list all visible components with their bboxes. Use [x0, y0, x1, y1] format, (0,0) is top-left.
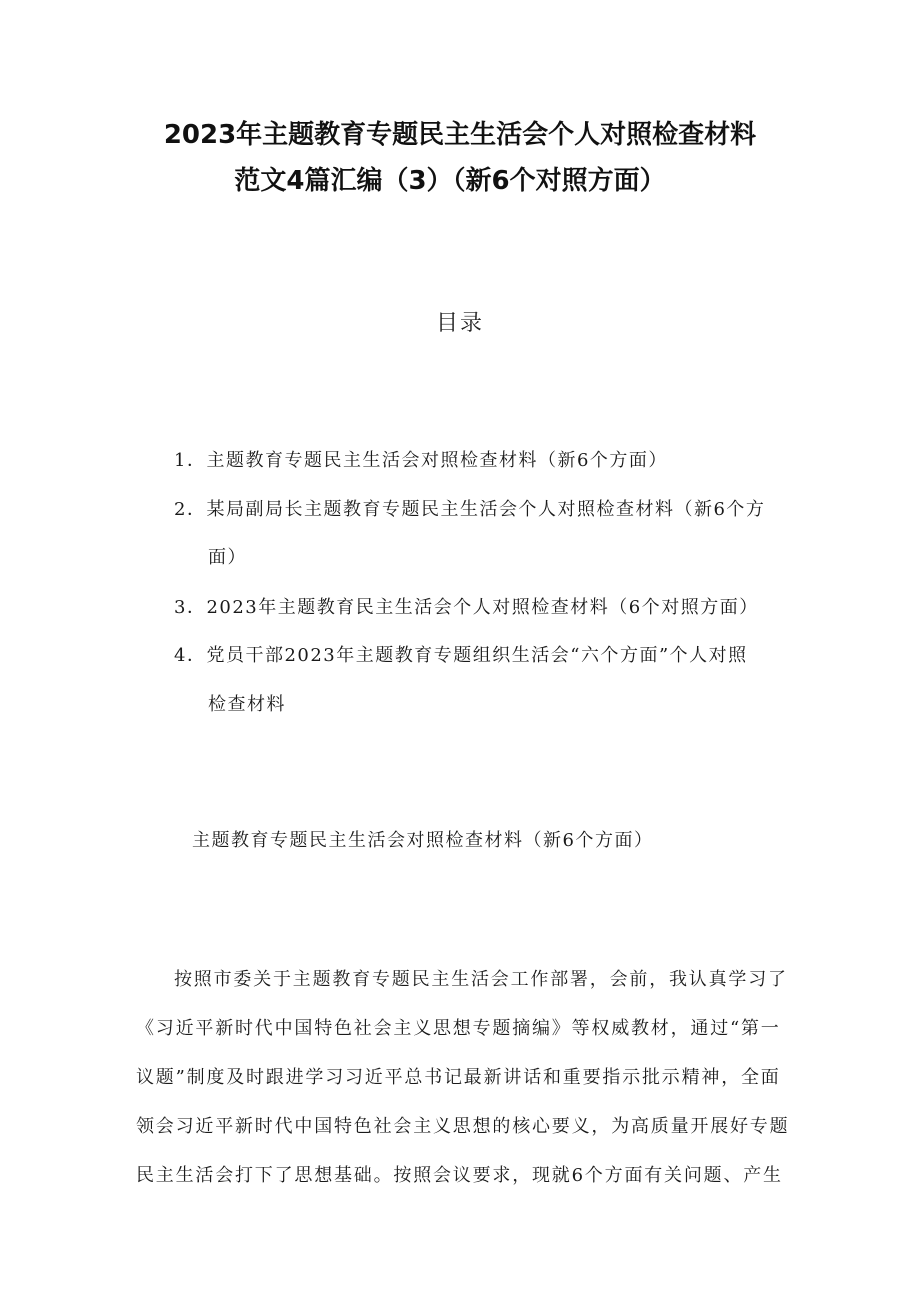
document-title-line-1: 2023年主题教育专题民主生活会个人对照检查材料 — [163, 120, 757, 150]
body-line: 领会习近平新时代中国特色社会主义思想的核心要义，为高质量开展好专题 — [136, 1116, 790, 1137]
toc-item-3: 3．2023年主题教育民主生活会个人对照检查材料（6个对照方面） — [174, 597, 759, 618]
toc-item-4-continued: 检查材料 — [208, 694, 286, 715]
body-line: 议题”制度及时跟进学习习近平总书记最新讲话和重要指示批示精神，全面 — [136, 1067, 781, 1088]
body-line: 民主生活会打下了思想基础。按照会议要求，现就6个方面有关问题、产生 — [136, 1165, 783, 1186]
document-title-line-2: 范文4篇汇编（3）（新6个对照方面） — [234, 166, 666, 196]
toc-item-2-continued: 面） — [208, 547, 247, 568]
toc-heading: 目录 — [435, 311, 484, 336]
toc-item-4: 4．党员干部2023年主题教育专题组织生活会“六个方面”个人对照 — [174, 645, 748, 666]
body-line: 按照市委关于主题教育专题民主生活会工作部署，会前，我认真学习了 — [174, 969, 788, 990]
toc-item-1: 1．主题教育专题民主生活会对照检查材料（新6个方面） — [174, 450, 668, 471]
body-line: 《习近平新时代中国特色社会主义思想专题摘编》等权威教材，通过“第一 — [136, 1018, 781, 1039]
section-heading: 主题教育专题民主生活会对照检查材料（新6个方面） — [192, 830, 654, 851]
toc-item-2: 2．某局副局长主题教育专题民主生活会个人对照检查材料（新6个方 — [174, 499, 766, 520]
